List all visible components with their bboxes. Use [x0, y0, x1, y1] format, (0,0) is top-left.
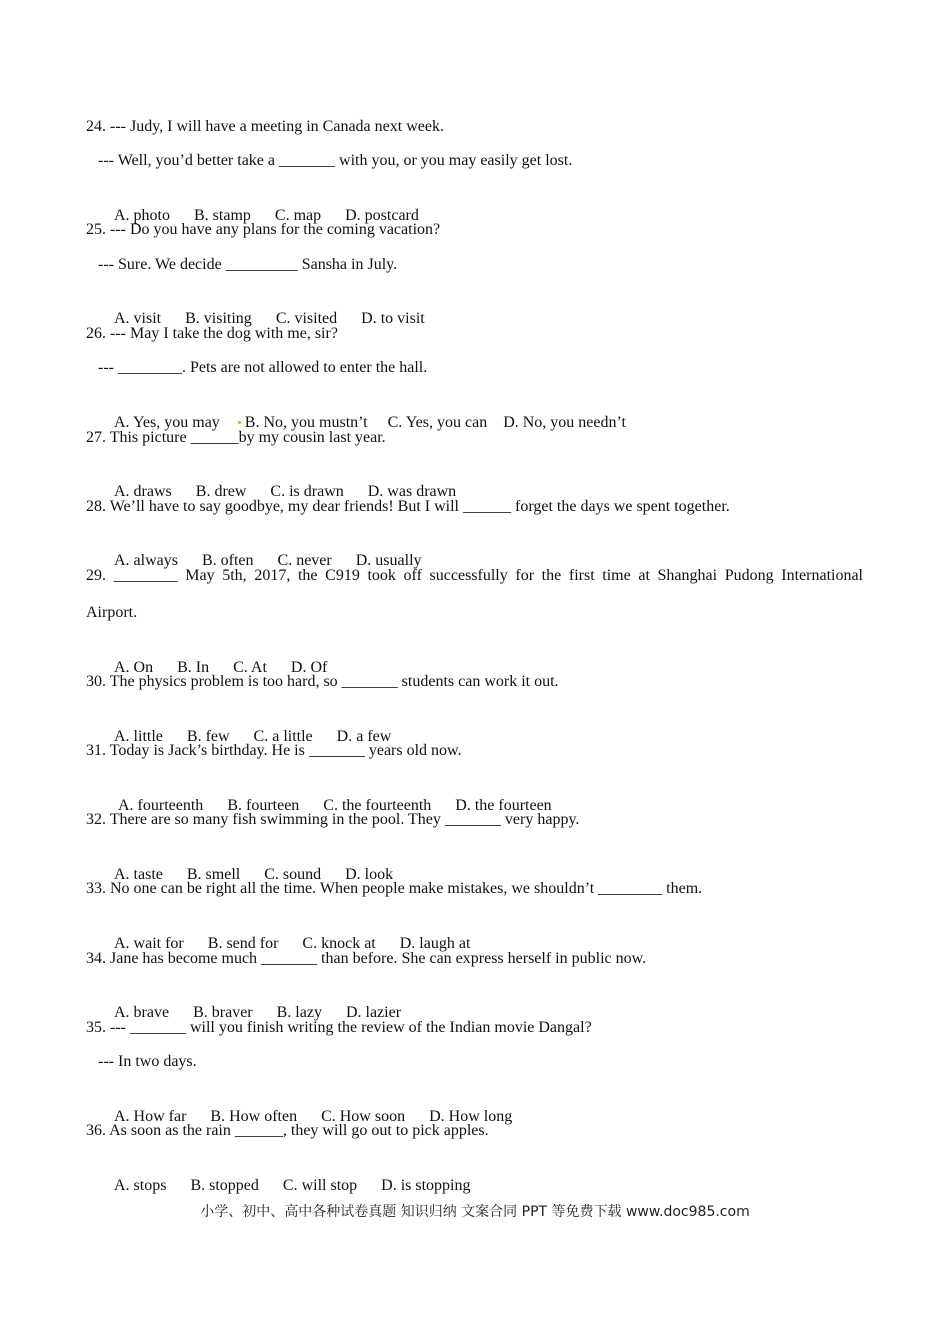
question-35-text: 35. --- _______ will you finish writing the review of the Indian movie Dangal?: [86, 1019, 592, 1036]
option: D. look: [345, 866, 394, 883]
question-29-text-cont: Airport.: [86, 604, 138, 621]
option: A. How far: [114, 1108, 187, 1125]
option: A. stops: [114, 1177, 167, 1194]
option: D. How long: [429, 1108, 513, 1125]
option: B. often: [201, 552, 254, 569]
option: C. the fourteenth: [323, 797, 432, 814]
option: B. No, you mustn’t: [244, 414, 368, 431]
option: C. visited: [275, 310, 338, 327]
question-30-text: 30. The physics problem is too hard, so _______ students can work it out.: [86, 673, 559, 690]
option: D. lazier: [345, 1004, 402, 1021]
option: D. was drawn: [367, 483, 457, 500]
option: D. is stopping: [381, 1177, 471, 1194]
option: D. Of: [290, 659, 328, 676]
question-33-text: 33. No one can be right all the time. When people make mistakes, we shouldn’t ________ them.: [86, 880, 703, 897]
option: B. stopped: [190, 1177, 259, 1194]
option: C. How soon: [321, 1108, 406, 1125]
question-29-text: 29. ________ May 5th, 2017, the C919 took off successfully for the first time at Shanghai Pudong International: [86, 567, 863, 584]
question-25-reply: --- Sure. We decide _________ Sansha in July.: [98, 256, 398, 273]
option: D. postcard: [345, 207, 419, 224]
footer-banner: 小学、初中、高中各种试卷真题 知识归纳 文案合同 PPT 等免费下载 www.doc985.com: [200, 1204, 750, 1220]
option: B. braver: [193, 1004, 253, 1021]
option: D. laugh at: [399, 935, 471, 952]
option: A. brave: [114, 1004, 170, 1021]
option: B. lazy: [276, 1004, 322, 1021]
option: A. On: [114, 659, 154, 676]
question-34-text: 34. Jane has become much _______ than before. She can express herself in public now.: [86, 950, 647, 967]
dot-mark: [238, 421, 241, 424]
option: D. a few: [336, 728, 392, 745]
option: D. No, you needn’t: [503, 414, 626, 431]
question-32-text: 32. There are so many fish swimming in the pool. They _______ very happy.: [86, 811, 580, 828]
option: C. never: [277, 552, 332, 569]
option: D. usually: [355, 552, 422, 569]
option: B. In: [177, 659, 210, 676]
question-26-reply: --- ________. Pets are not allowed to enter the hall.: [98, 359, 428, 376]
option: C. Yes, you can: [387, 414, 488, 431]
option: D. to visit: [361, 310, 425, 327]
option: C. is drawn: [270, 483, 344, 500]
option: D. the fourteen: [455, 797, 552, 814]
option: B. send for: [207, 935, 279, 952]
option: C. map: [274, 207, 322, 224]
question-28-text: 28. We’ll have to say goodbye, my dear friends! But I will ______ forget the days we spent together.: [86, 498, 730, 515]
question-24-text: 24. --- Judy, I will have a meeting in Canada next week.: [86, 118, 444, 135]
question-27-text: 27. This picture ______by my cousin last year.: [86, 429, 386, 446]
option: C. will stop: [282, 1177, 358, 1194]
option: B. drew: [195, 483, 247, 500]
option: B. smell: [186, 866, 241, 883]
option: C. At: [233, 659, 267, 676]
question-25-text: 25. --- Do you have any plans for the coming vacation?: [86, 221, 441, 238]
option: A. visit: [114, 310, 162, 327]
option: A. little: [114, 728, 163, 745]
option: A. fourteenth: [118, 797, 204, 814]
option: A. photo: [114, 207, 170, 224]
option: B. few: [186, 728, 230, 745]
question-31-text: 31. Today is Jack’s birthday. He is _______ years old now.: [86, 742, 462, 759]
option: B. stamp: [194, 207, 251, 224]
option: A. always: [114, 552, 178, 569]
option: A. Yes, you may: [114, 414, 220, 431]
option: A. wait for: [114, 935, 184, 952]
option: B. How often: [210, 1108, 298, 1125]
question-24-reply: --- Well, you’d better take a _______ with you, or you may easily get lost.: [98, 152, 573, 169]
option: B. fourteen: [227, 797, 300, 814]
option: C. knock at: [302, 935, 376, 952]
option: C. a little: [253, 728, 313, 745]
option: A. draws: [114, 483, 172, 500]
option: B. visiting: [185, 310, 252, 327]
question-26-text: 26. --- May I take the dog with me, sir?: [86, 325, 338, 342]
question-35-reply: --- In two days.: [98, 1053, 197, 1070]
question-36-text: 36. As soon as the rain ______, they will go out to pick apples.: [86, 1122, 489, 1139]
option: A. taste: [114, 866, 163, 883]
option: C. sound: [264, 866, 322, 883]
